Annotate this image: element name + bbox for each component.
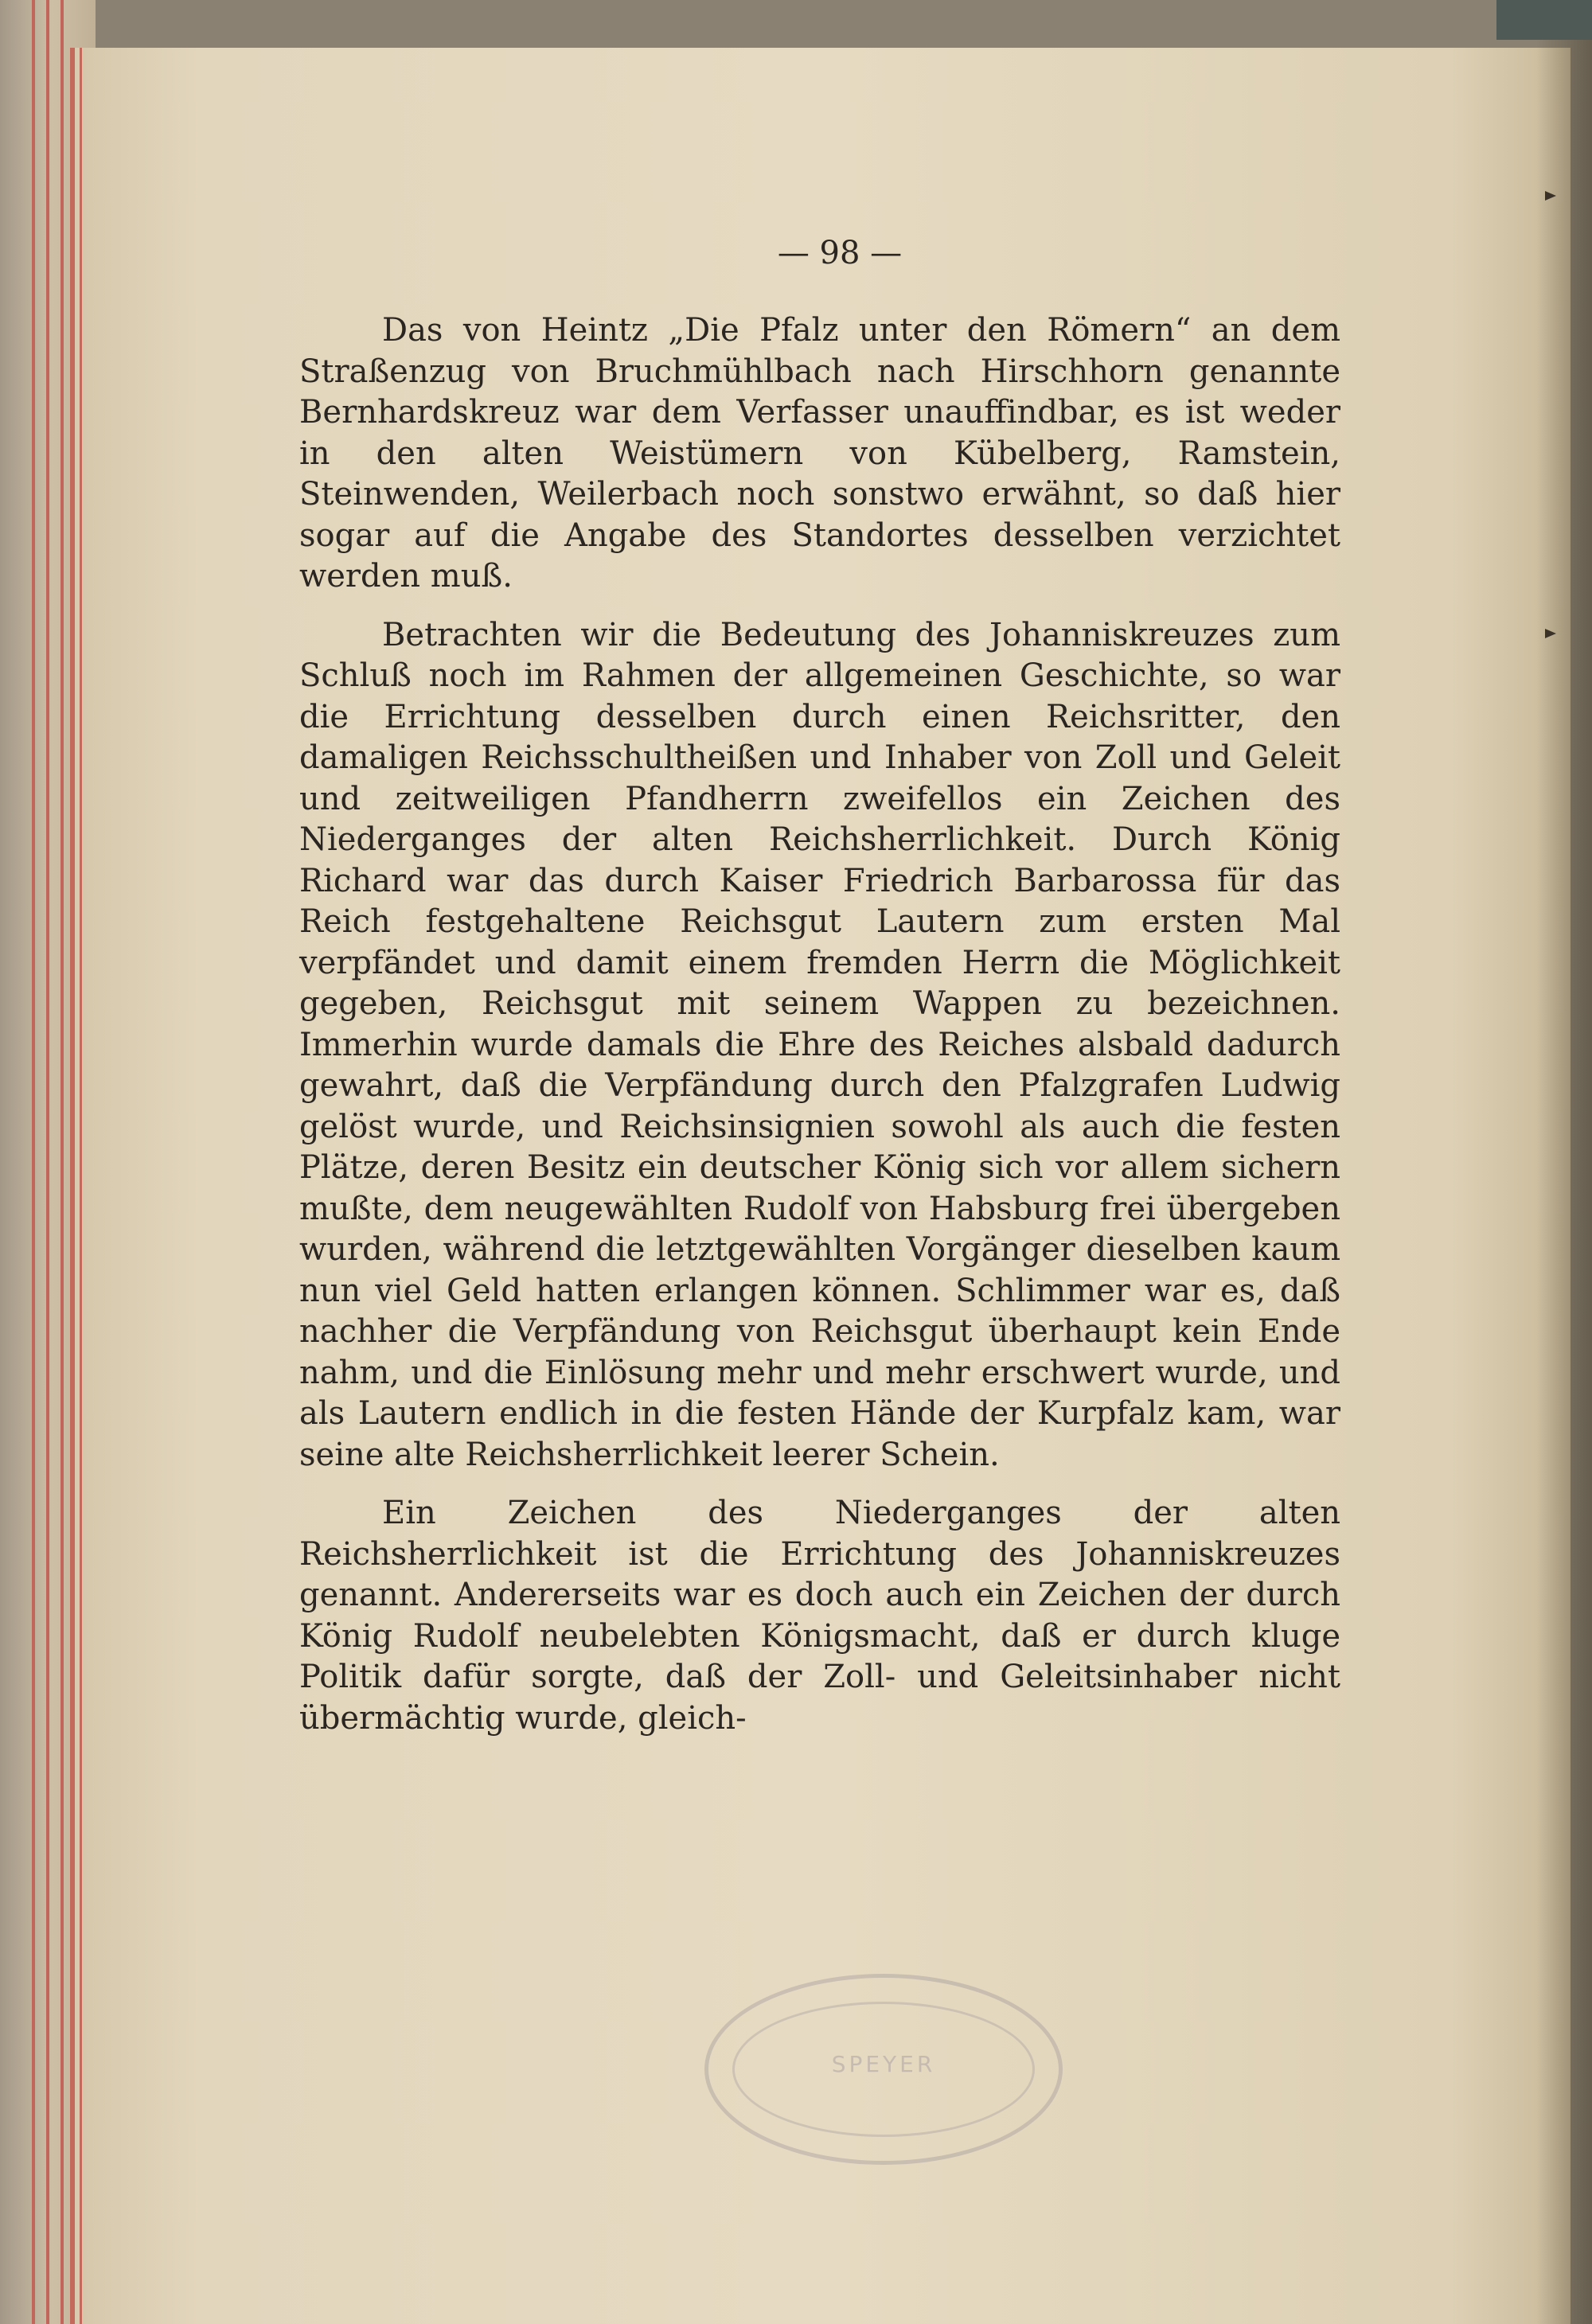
- page-number: — 98 —: [777, 235, 903, 271]
- paragraph-3: Ein Zeichen des Niederganges der alten Reichsherrlichkeit ist die Errichtung des Johanniskreuzes genannt. Andererseits war es doch auch ein Zeichen der durch König Rudolf neubelebten Königsmacht, daß er durch kluge Politik dafür sorgte, daß der Zoll- und Geleitsinhaber nicht übermächtig wurde, gleich-: [299, 1495, 1340, 1737]
- library-stamp: [704, 1974, 1063, 2165]
- page-edge-line: [46, 0, 49, 2324]
- gutter-shadow: [1536, 0, 1592, 2324]
- body-text: [299, 310, 1340, 1739]
- paragraph-2: Betrachten wir die Bedeutung des Johanniskreuzes zum Schluß noch im Rahmen der allgemeinen Geschichte, so war die Errichtung desselben durch einen Reichsritter, den damaligen Reichsschultheißen und Inhaber von Zoll und Geleit und zeitweiligen Pfandherrn zweifellos ein Zeichen des Niederganges der alten Reichsherrlichkeit. Durch König Richard war das durch Kaiser Friedrich Barbarossa für das Reich festgehaltene Reichsgut Lautern zum ersten Mal verpfändet und damit einem fremden Herrn die Möglichkeit gegeben, Reichsgut mit seinem Wappen zu bezeichnen. Immerhin wurde damals die Ehre des Reiches alsbald dadurch gewahrt, daß die Verpfändung durch den Pfalzgrafen Ludwig gelöst wurde, und Reichsinsignien sowohl als auch die festen Plätze, deren Besitz ein deutscher König sich vor allem sichern mußte, dem neugewählten Rudolf von Habsburg frei übergeben wurden, während die letztgewählten Vorgänger dieselben kaum nun viel Geld hatten erlangen können. Schlimmer war es, daß nachher die Verpfändung von Reichsgut überhaupt kein Ende nahm, und die Einlösung mehr und mehr erschwert wurde, und als Lautern endlich in die festen Hände der Kurpfalz kam, war seine alte Reichsherrlichkeit leerer Schein.: [299, 616, 1340, 1473]
- paragraph-1: Das von Heintz „Die Pfalz unter den Römern“ an dem Straßenzug von Bruchmühlbach nach Hirschhorn genannte Bernhardskreuz war dem Verfasser unauffindbar, es ist weder in den alten Weistümern von Kübelberg, Ramstein, Steinwenden, Weilerbach noch sonstwo erwähnt, so daß hier sogar auf die Angabe des Standortes desselben verzichtet werden muß.: [299, 312, 1340, 595]
- stamp-text: SPEYER: [831, 2051, 936, 2077]
- margin-marker: [1545, 191, 1556, 201]
- page-edge-line: [32, 0, 35, 2324]
- page-edge-line: [60, 0, 64, 2324]
- margin-marker: [1545, 629, 1556, 638]
- page-corner: [1496, 0, 1592, 40]
